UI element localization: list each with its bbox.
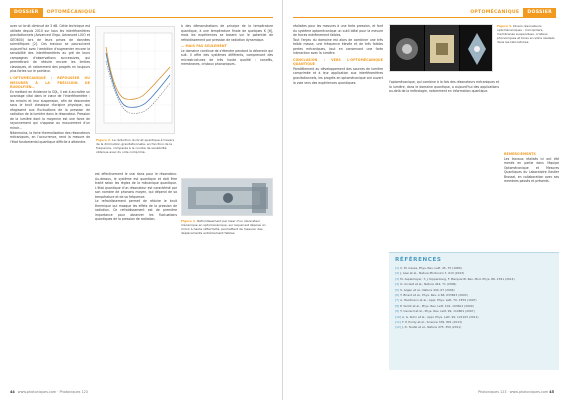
reference-number: [5] <box>395 287 400 292</box>
section-tag: DOSSIER <box>523 8 556 17</box>
figure-3-photo <box>181 178 273 216</box>
reference-number: [4] <box>395 282 400 287</box>
reference-text: T. P. Purdy et al., Science 339, 801 (2013) <box>401 320 463 325</box>
body-paragraph: En mettant en évidence la SQL, il est à accroître un avantage vital dans le cœur de l'interféromètre : les miroirs et leur suspension, afin de descendre sous le bruit classique d'origine physique, qui réagissent aux fluctuations de la pression de radiation de la lumière dans le résonateur. Pression de la lumière dont la moyenne est une force de rayonnement qui s'oppose au mouvement d'un miroir… <box>10 89 90 131</box>
section-heading: … MAIS PAS SEULEMENT <box>181 44 227 49</box>
section-heading: L'OPTOMÉCANIQUE : REPOUSSER OU MESURER À LA PRÉCISION DE RUDOLFIEN… <box>10 76 90 90</box>
section-heading: CONCLUSION : VERS L'OPTOMÉCANIQUE QUANTIQUE <box>293 57 383 67</box>
figure-caption-text: Divers résonateurs optomécaniques : micropiliers, membranes suspendues, cristaux phononiques et tores en silice réalisés dans les laboratoires. <box>497 24 555 45</box>
page-number: 45 <box>549 390 554 394</box>
body-paragraph: à des démonstrations de principe de la température quantique, à une température finale de quelques K [6], mais les expériences se basent sur le potentiel de refroidissement par pression de radiation dynamique. <box>181 24 273 42</box>
reference-number: [11] <box>395 320 401 325</box>
figure-caption-text: Refroidissement par laser d'un résonateur mécanique en optomécanique, sur lequel est déposé un miroir à haute réflectivité, permettant de mesurer des déplacements extrêmement faibles. <box>181 219 266 236</box>
references-title: RÉFÉRENCES <box>395 257 442 263</box>
header-rule <box>10 17 273 18</box>
page-number: 44 <box>10 390 15 394</box>
body-paragraph: Le refroidissement permet de réduire le bruit thermique qui masque les effets de la pression de radiation. Ce refroidissement est de première importance pour observer les fluctuations quantiques de la pression de radiation. <box>95 199 177 222</box>
left-col-2 <box>95 172 177 372</box>
section-rubric: OPTOMÉCANIQUE <box>46 10 96 15</box>
reference-number: [12] <box>395 325 401 330</box>
body-paragraph: réalisées pour les mesures à une forte pression, et font du système optomécanique un outil idéal pour la mesure de forces extrêmement faibles. <box>293 24 383 38</box>
body-paragraph: Tout l'enjeu du domaine est alors de combiner une très faible masse, une fréquence élevée et de très faibles pertes mécaniques, tout en conservant une forte interaction avec la lumière. <box>293 37 383 56</box>
reference-number: [2] <box>395 271 400 276</box>
figure-4-images <box>389 24 493 72</box>
left-header <box>10 8 100 17</box>
reference-number: [7] <box>395 298 400 303</box>
right-col-1 <box>293 24 383 374</box>
reference-text: C. M. Caves, Phys. Rev. Lett. 45, 75 (1980) <box>400 266 462 270</box>
figure-3-caption <box>181 219 273 235</box>
body-paragraph: Parallèlement au développement des sources de lumière comprimée et à leur application aux interféromètres gravitationnels, les progrès en optomécanique ont ouvert la voie vers des expériences quantiques. <box>293 66 383 85</box>
reference-text: J. D. Teufel et al., Nature 475, 359 (2011) <box>401 325 462 330</box>
left-footer <box>10 390 88 394</box>
body-paragraph: l'optomécanique, qui combine à la fois des résonateurs mécaniques et la lumière, dans le domaine quantique, a aujourd'hui des applications au-delà de la métrologie, notamment en information quantique. <box>389 80 499 94</box>
reference-number: [8] <box>395 303 400 308</box>
figure-label: Figure 3. <box>181 219 197 223</box>
section-tag: DOSSIER <box>10 8 43 17</box>
reference-number: [6] <box>395 293 400 298</box>
reference-number: [10] <box>395 314 401 319</box>
figure-2-graph <box>95 26 175 134</box>
reference-text: J. Aasi et al., Nature Photonics 7, 613 (2013) <box>400 271 465 276</box>
figure-caption-text: La réduction du bruit quantique à travers de la diminution gravitationnelle, en fonction de la fréquence, comparée à la courbe de sensibilité obtenue avec du vide comprimé. <box>96 138 175 155</box>
reference-text: O. Arcizet et al., Nature 444, 71 (2006) <box>400 282 457 287</box>
figure-3-device-icon <box>182 179 273 216</box>
figure-2-caption <box>96 138 178 154</box>
section-rubric: OPTOMÉCANIQUE <box>470 10 520 15</box>
reference-text: P. Verlot et al., Phys. Rev. Lett. 102, 103601 (2009) <box>400 303 474 308</box>
right-col-2 <box>389 80 499 248</box>
footer-text: www.photoniques.com · Photoniques 123 <box>17 390 88 394</box>
reference-number: [1] <box>395 266 400 270</box>
reference-text: A. Heidmann et al., Appl. Phys. Lett. 70, 3359 (1997) <box>400 298 477 303</box>
reference-text: T. Caniard et al., Phys. Rev. Lett. 99, 110801 (2007) <box>400 309 475 314</box>
figure-2-plot-icon <box>96 27 175 134</box>
body-paragraph: est effectivement le vrai dans pour le résonateur. Au-dessus, le système est quantique et doit être traité selon les règles de la mécanique quantique. L'état quantique d'un résonateur est caractérisé par son nombre de phonons moyen, qui dépend de sa température et de sa fréquence. <box>95 172 177 199</box>
acknowledgements <box>504 150 559 250</box>
figure-4-caption <box>497 24 559 44</box>
left-col-1 <box>10 24 90 374</box>
reference-item <box>395 325 553 330</box>
left-col-3 <box>181 24 273 172</box>
reference-number: [9] <box>395 309 400 314</box>
body-paragraph: avec un bruit diminué de 3 dB. Cette technique est utilisée depuis 2010 sur tous les interféromètres gravitationnels (Advanced Virgo, Advanced LIGO et GEO600) lors de leurs prises de données scientifiques [2]. Ces travaux se poursuivent aujourd'hui avec l'ambition d'augmenter encore la sensibilité des interféromètres au gré de leurs campagnes d'observations successives, qui permettront de réduire encore les limites classiques, et notamment des progrès en toujours plus fortes sur le pointeur. <box>10 24 90 74</box>
acknowledgements-text: Les travaux réalisés ici ont été menés en partie dans l'équipe Optomécanique et Mesures Quantiques du Laboratoire Kastler Brossel, en collaboration avec ses membres passés et présents. <box>504 156 559 184</box>
references-box <box>389 252 559 370</box>
right-page <box>283 0 566 400</box>
header-rule <box>293 17 556 18</box>
reference-text: S. Gigan et al., Nature 444, 67 (2006) <box>400 287 455 292</box>
right-footer <box>478 390 556 394</box>
body-paragraph: Le domaine continue de s'étendre pendant la décennie qui suit. Il offre des systèmes différents, comprenant des microstructures de très haute qualité : nanofils, membranes, cristaux phononiques. <box>181 48 273 67</box>
figure-label: Figure 4. <box>497 24 513 28</box>
reference-text: T. Briant et al., Phys. Rev. A 68, 033823 (2003) <box>400 293 468 298</box>
references-list <box>389 266 559 331</box>
acknowledgements-heading: REMERCIEMENTS <box>504 152 536 156</box>
body-paragraph: Néanmoins, la forte thermalisation des résonateurs mécaniques, en l'occurrence, rend la mesure de l'état fondamental quantique difficile à atteindre. <box>10 130 90 144</box>
reference-number: [3] <box>395 276 400 281</box>
figure-label: Figure 2. <box>96 138 112 142</box>
reference-text: M. Aspelmeyer, T. J. Kippenberg, F. Marquardt, Rev. Mod. Phys. 86, 1391 (2014) <box>400 276 515 281</box>
figure-4-resonators-icon <box>390 25 493 72</box>
right-header <box>466 8 556 17</box>
footer-text: Photoniques 123 · www.photoniques.com <box>478 390 549 394</box>
reference-text: A. G. Kuhn et al., Appl. Phys. Lett. 99, 121103 (2011) <box>401 314 479 319</box>
